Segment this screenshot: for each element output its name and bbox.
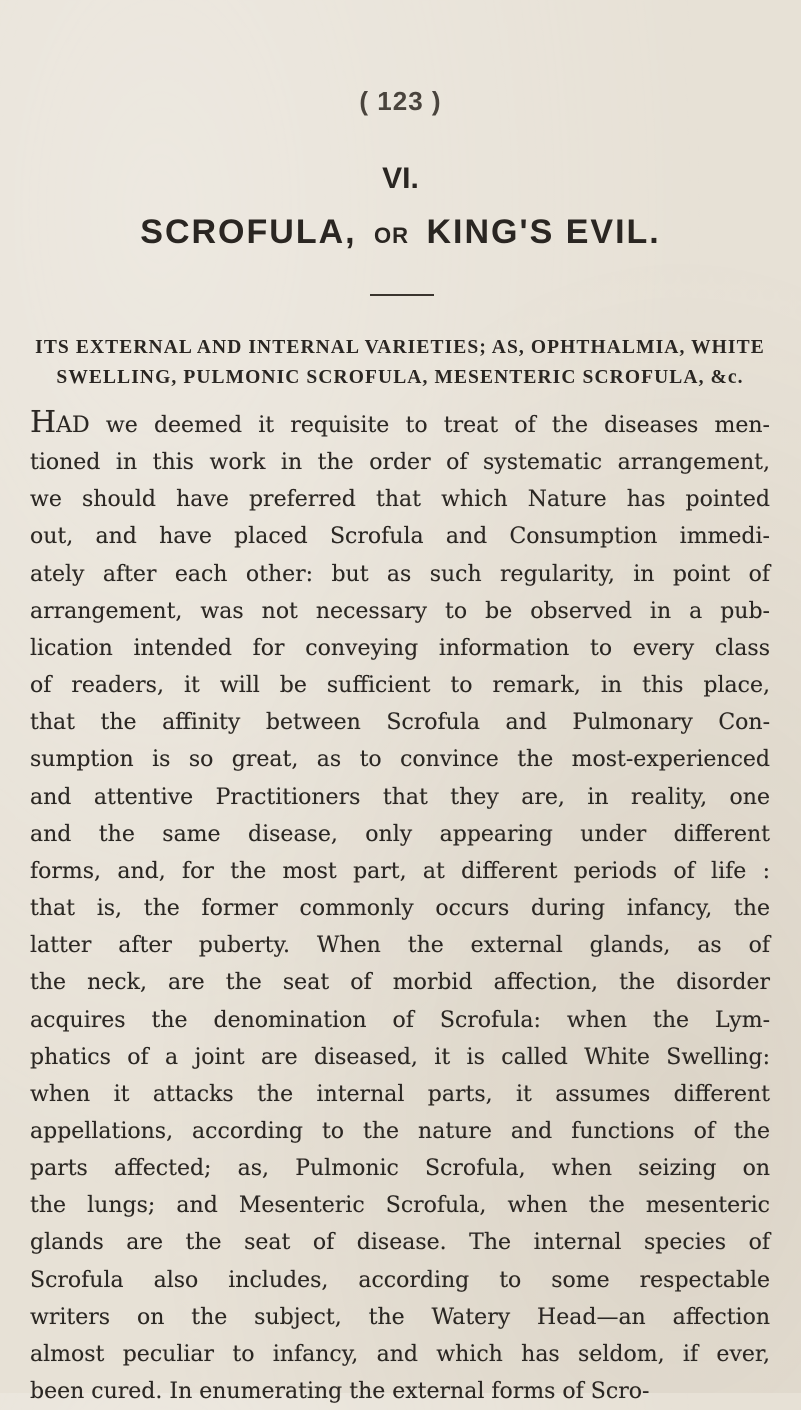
body-line: Scrofula also includes, according to some respectable <box>30 1267 770 1293</box>
chapter-title-or: OR <box>374 223 410 248</box>
body-paragraph <box>30 404 770 1410</box>
body-line: the neck, are the seat of morbid affection, the disorder <box>30 970 770 996</box>
body-line: writers on the subject, the Watery Head—an affection <box>30 1304 770 1330</box>
body-line: phatics of a joint are diseased, it is called White Swelling: <box>30 1044 770 1070</box>
chapter-title-part1: SCROFULA, <box>140 213 357 251</box>
body-line: that is, the former commonly occurs during infancy, the <box>30 896 770 922</box>
body-line: latter after puberty. When the external glands, as of <box>30 933 770 959</box>
subtitle-line: SWELLING, PULMONIC SCROFULA, MESENTERIC SCROFULA, &c. <box>56 367 744 388</box>
chapter-subtitle <box>30 333 770 393</box>
body-line: forms, and, for the most part, at different periods of life : <box>30 858 770 884</box>
body-line: and the same disease, only appearing under different <box>30 821 770 847</box>
body-line: acquires the denomination of Scrofula: when the Lym- <box>30 1007 770 1033</box>
section-number: VI. <box>382 162 419 195</box>
body-line: lication intended for conveying information to every class <box>30 635 770 661</box>
title-divider <box>370 294 434 296</box>
subtitle-line: ITS EXTERNAL AND INTERNAL VARIETIES; AS, OPHTHALMIA, WHITE <box>35 337 765 358</box>
body-line: and attentive Practitioners that they are, in reality, one <box>30 784 770 810</box>
body-line: been cured. In enumerating the external forms of Scro- <box>30 1379 650 1405</box>
body-line: the lungs; and Mesenteric Scrofula, when the mesenteric <box>30 1193 770 1219</box>
body-line: that the affinity between Scrofula and Pulmonary Con- <box>30 710 770 736</box>
body-line: arrangement, was not necessary to be observed in a pub- <box>30 598 770 624</box>
chapter-title-part2: KING'S EVIL. <box>426 213 661 251</box>
initial-letter: H <box>30 405 57 440</box>
body-line: we should have preferred that which Nature has pointed <box>30 487 770 513</box>
body-line: of readers, it will be sufficient to remark, in this place, <box>30 673 770 699</box>
body-line-text: we deemed it requisite to treat of the diseases men- <box>89 413 770 438</box>
body-line: when it attacks the internal parts, it assumes different <box>30 1081 770 1107</box>
page-number: ( 123 ) <box>359 86 442 116</box>
body-line: appellations, according to the nature and functions of the <box>30 1118 770 1144</box>
body-line: ately after each other: but as such regularity, in point of <box>30 561 770 587</box>
initial-word-rest: AD <box>56 413 90 438</box>
body-line: glands are the seat of disease. The internal species of <box>30 1230 770 1256</box>
body-line: almost peculiar to infancy, and which has seldom, if ever, <box>30 1341 770 1367</box>
chapter-title <box>0 213 801 252</box>
body-line: out, and have placed Scrofula and Consumption immedi- <box>30 524 770 550</box>
body-line <box>30 404 770 444</box>
body-line: tioned in this work in the order of systematic arrangement, <box>30 450 770 476</box>
body-line: parts affected; as, Pulmonic Scrofula, when seizing on <box>30 1156 770 1182</box>
body-line: sumption is so great, as to convince the most-experienced <box>30 747 770 773</box>
